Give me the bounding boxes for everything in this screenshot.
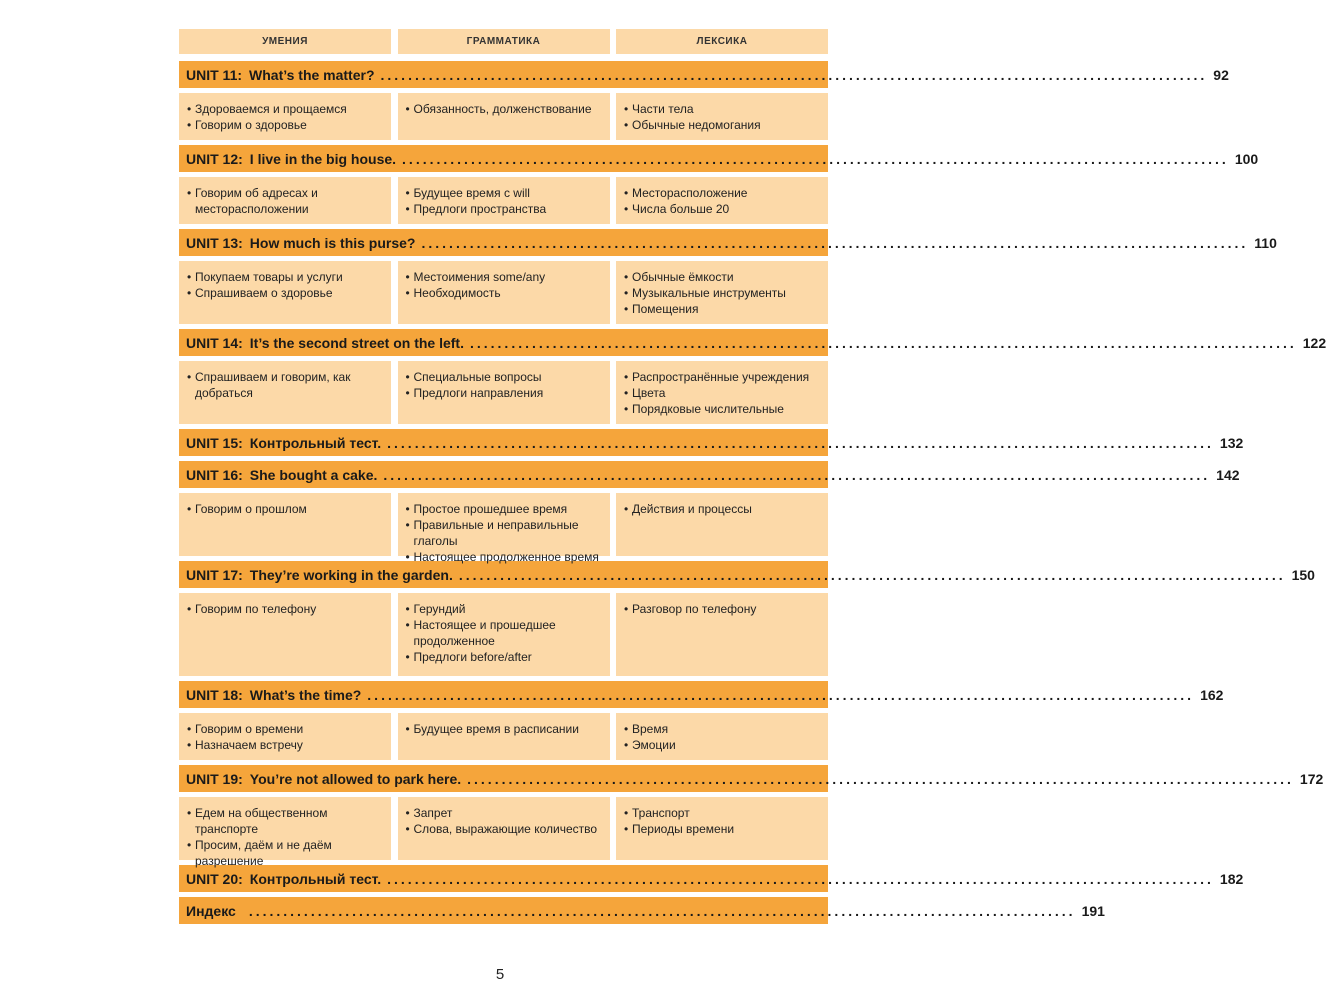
- unit-page-number: 92: [1213, 66, 1229, 83]
- list-item: • Говорим об адресах и месторасположении: [187, 185, 385, 217]
- list-item: • Распространённые учреждения: [624, 369, 822, 385]
- vocabulary-cell: [616, 361, 828, 424]
- vocabulary-cell: [616, 797, 828, 860]
- vocabulary-cell: [616, 261, 828, 324]
- vocabulary-cell: [616, 493, 828, 556]
- unit-bar[interactable]: [179, 145, 1259, 172]
- unit-bar[interactable]: [179, 765, 1324, 792]
- list-item: • Спрашиваем и говорим, как добраться: [187, 369, 385, 401]
- unit-number: UNIT 16:: [186, 466, 243, 483]
- grammar-cell: [398, 261, 610, 324]
- skills-cell: [179, 361, 391, 424]
- unit-bar[interactable]: [179, 329, 1326, 356]
- header-skills: УМЕНИЯ: [179, 29, 391, 54]
- vocabulary-cell: [616, 593, 828, 676]
- skills-cell: [179, 797, 391, 868]
- list-item: • Настоящее продолженное время: [406, 549, 604, 565]
- unit-title: Контрольный тест.: [249, 434, 382, 451]
- list-item: • Необходимость: [406, 285, 604, 301]
- list-item: • Будущее время с will: [406, 185, 604, 201]
- list-item: • Транспорт: [624, 805, 822, 821]
- skills-cell: [179, 93, 391, 140]
- list-item: • Здороваемся и прощаемся: [187, 101, 385, 117]
- unit-bar[interactable]: [179, 429, 1244, 456]
- unit-bar[interactable]: [179, 897, 1105, 924]
- vocabulary-cell: [616, 93, 828, 140]
- unit-details: [179, 797, 828, 868]
- unit-number: UNIT 18:: [186, 686, 243, 703]
- skills-cell: [179, 593, 391, 676]
- unit-page-number: 182: [1219, 870, 1244, 887]
- unit-title: What’s the matter?: [249, 66, 375, 83]
- grammar-cell: [398, 493, 610, 564]
- list-item: • Предлоги before/after: [406, 649, 604, 665]
- unit-title: She bought a cake.: [249, 466, 378, 483]
- list-item: • Будущее время в расписании: [406, 721, 604, 737]
- header-vocabulary: ЛЕКСИКА: [616, 29, 828, 54]
- dot-leader: ........................................................................................................................: [383, 466, 1211, 483]
- list-item: • Простое прошедшее время: [406, 501, 604, 517]
- unit-details: [179, 261, 828, 324]
- unit-bar[interactable]: [179, 61, 1229, 88]
- list-item: • Предлоги пространства: [406, 201, 604, 217]
- unit-number: UNIT 20:: [186, 870, 243, 887]
- list-item: • Периоды времени: [624, 821, 822, 837]
- unit-page-number: 100: [1234, 150, 1259, 167]
- dot-leader: ........................................................................................................................: [387, 870, 1214, 887]
- list-item: • Части тела: [624, 101, 822, 117]
- unit-title: You’re not allowed to park here.: [249, 770, 462, 787]
- unit-details: [179, 177, 828, 224]
- skills-cell: [179, 177, 391, 224]
- unit-title: Контрольный тест.: [249, 870, 382, 887]
- list-item: • Спрашиваем о здоровье: [187, 285, 385, 301]
- unit-number: UNIT 11:: [186, 66, 243, 83]
- grammar-cell: [398, 797, 610, 860]
- unit-page-number: 172: [1299, 770, 1324, 787]
- unit-details: [179, 713, 828, 760]
- unit-bar[interactable]: [179, 561, 1315, 588]
- unit-details: [179, 493, 828, 564]
- dot-leader: ........................................................................................................................: [421, 234, 1249, 251]
- list-item: • Действия и процессы: [624, 501, 822, 517]
- list-item: • Просим, даём и не даём разрешение: [187, 837, 385, 869]
- unit-page-number: 150: [1291, 566, 1315, 583]
- dot-leader: ........................................................................................................................: [367, 686, 1195, 703]
- unit-page-number: 132: [1219, 434, 1244, 451]
- unit-bar[interactable]: [179, 461, 1240, 488]
- table-of-contents: [179, 29, 1326, 929]
- list-item: • Настоящее и прошедшее продолженное: [406, 617, 604, 649]
- list-item: • Специальные вопросы: [406, 369, 604, 385]
- unit-number: UNIT 15:: [186, 434, 243, 451]
- list-item: • Правильные и неправильные глаголы: [406, 517, 604, 549]
- unit-number: UNIT 17:: [186, 566, 243, 583]
- dot-leader: ........................................................................................................................: [248, 902, 1076, 919]
- page-number: 5: [495, 966, 505, 983]
- list-item: • Порядковые числительные: [624, 401, 822, 417]
- unit-number: UNIT 12:: [186, 150, 243, 167]
- unit-bar[interactable]: [179, 681, 1224, 708]
- header-grammar: ГРАММАТИКА: [398, 29, 610, 54]
- unit-title: What’s the time?: [249, 686, 362, 703]
- dot-leader: ........................................................................................................................: [467, 770, 1294, 787]
- unit-number: UNIT 14:: [186, 334, 243, 351]
- list-item: • Эмоции: [624, 737, 822, 753]
- list-item: • Едем на общественном транспорте: [187, 805, 385, 837]
- list-item: • Говорим по телефону: [187, 601, 385, 617]
- list-item: • Говорим о времени: [187, 721, 385, 737]
- list-item: • Запрет: [406, 805, 604, 821]
- list-item: • Обычные ёмкости: [624, 269, 822, 285]
- grammar-cell: [398, 593, 610, 676]
- column-headers: [179, 29, 828, 54]
- unit-list: [179, 61, 1326, 924]
- list-item: • Местоимения some/any: [406, 269, 604, 285]
- unit-page-number: 191: [1081, 902, 1105, 919]
- grammar-cell: [398, 93, 610, 140]
- skills-cell: [179, 261, 391, 324]
- dot-leader: ........................................................................................................................: [387, 434, 1214, 451]
- dot-leader: ........................................................................................................................: [402, 150, 1229, 167]
- unit-title: They’re working in the garden.: [249, 566, 453, 583]
- unit-title: It’s the second street on the left.: [249, 334, 464, 351]
- list-item: • Предлоги направления: [406, 385, 604, 401]
- unit-title: How much is this purse?: [249, 234, 416, 251]
- list-item: • Музыкальные инструменты: [624, 285, 822, 301]
- list-item: • Назначаем встречу: [187, 737, 385, 753]
- list-item: • Обязанность, долженствование: [406, 101, 604, 117]
- list-item: • Разговор по телефону: [624, 601, 822, 617]
- dot-leader: ........................................................................................................................: [469, 334, 1297, 351]
- list-item: • Говорим о здоровье: [187, 117, 385, 133]
- unit-page-number: 122: [1302, 334, 1326, 351]
- list-item: • Герундий: [406, 601, 604, 617]
- grammar-cell: [398, 177, 610, 224]
- list-item: • Покупаем товары и услуги: [187, 269, 385, 285]
- list-item: • Время: [624, 721, 822, 737]
- list-item: • Говорим о прошлом: [187, 501, 385, 517]
- grammar-cell: [398, 713, 610, 760]
- unit-page-number: 110: [1254, 234, 1277, 251]
- grammar-cell: [398, 361, 610, 424]
- unit-number: UNIT 19:: [186, 770, 243, 787]
- unit-details: [179, 93, 828, 140]
- unit-title: I live in the big house.: [249, 150, 397, 167]
- unit-page-number: 142: [1216, 466, 1240, 483]
- unit-page-number: 162: [1200, 686, 1224, 703]
- skills-cell: [179, 493, 391, 556]
- unit-number: UNIT 13:: [186, 234, 243, 251]
- unit-bar[interactable]: [179, 229, 1277, 256]
- list-item: • Цвета: [624, 385, 822, 401]
- list-item: • Числа больше 20: [624, 201, 822, 217]
- unit-details: [179, 593, 828, 676]
- unit-details: [179, 361, 828, 424]
- unit-bar[interactable]: [179, 865, 1244, 892]
- dot-leader: ........................................................................................................................: [380, 66, 1208, 83]
- list-item: • Слова, выражающие количество: [406, 821, 604, 837]
- skills-cell: [179, 713, 391, 760]
- dot-leader: ........................................................................................................................: [458, 566, 1286, 583]
- vocabulary-cell: [616, 177, 828, 224]
- vocabulary-cell: [616, 713, 828, 760]
- list-item: • Обычные недомогания: [624, 117, 822, 133]
- unit-number: Индекс: [186, 902, 236, 919]
- list-item: • Месторасположение: [624, 185, 822, 201]
- list-item: • Помещения: [624, 301, 822, 317]
